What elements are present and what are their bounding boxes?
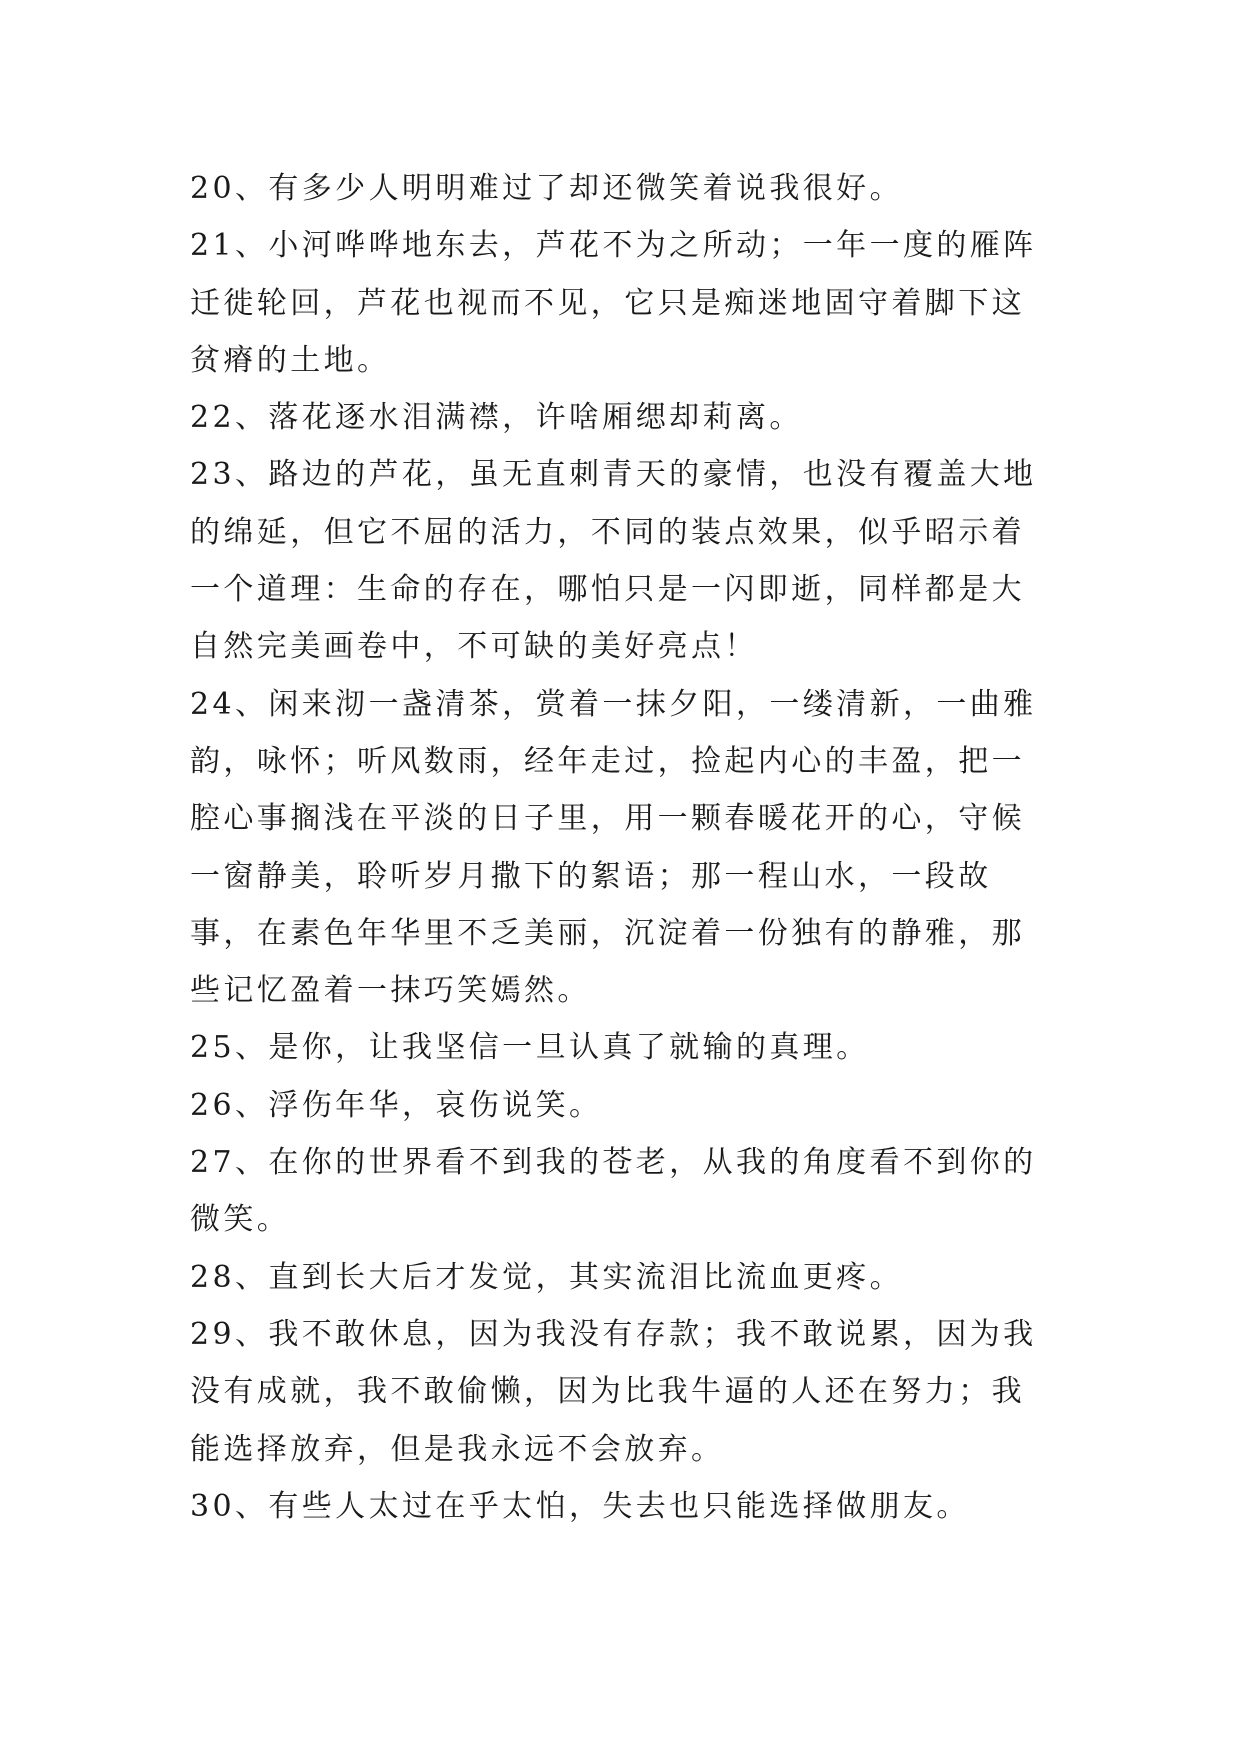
paragraph-30: 30、有些人太过在乎太怕，失去也只能选择做朋友。	[190, 1488, 970, 1524]
paragraph-29: 29、我不敢休息，因为我没有存款；我不敢说累，因为我没有成就，我不敢偷懒，因为比我牛逼的人还在努力；我能选择放弃，但是我永远不会放弃。	[190, 1316, 1037, 1467]
document-body	[190, 160, 1055, 1535]
paragraph-20: 20、有多少人明明难过了却还微笑着说我很好。	[190, 171, 903, 206]
paragraph-25: 25、是你，让我坚信一旦认真了就输的真理。	[190, 1030, 870, 1066]
paragraph-26: 26、浮伤年华，哀伤说笑。	[190, 1087, 603, 1123]
paragraph-24: 24、闲来沏一盏清茶，赏着一抹夕阳，一缕清新，一曲雅韵，咏怀；听风数雨，经年走过，捡起内心的丰盈，把一腔心事搁浅在平淡的日子里，用一颗春暖花开的心，守候一窗静美，聆听岁月撒下的絮语；那一程山水，一段故事，在素色年华里不乏美丽，沉淀着一份独有的静雅，那些记忆盈着一抹巧笑嫣然。	[190, 686, 1037, 1009]
paragraph-27: 27、在你的世界看不到我的苍老，从我的角度看不到你的微笑。	[190, 1145, 1037, 1238]
paragraph-21: 21、小河哗哗地东去，芦花不为之所动；一年一度的雁阵迁徙轮回，芦花也视而不见，它只是痴迷地固守着脚下这贫瘠的土地。	[190, 228, 1037, 378]
paragraph-22: 22、落花逐水泪满襟，许啥厢缌却莉离。	[190, 400, 803, 436]
paragraph-23: 23、路边的芦花，虽无直刺青天的豪情，也没有覆盖大地的绵延，但它不屈的活力，不同的装点效果，似乎昭示着一个道理：生命的存在，哪怕只是一闪即逝，同样都是大自然完美画卷中，不可缺的美好亮点！	[190, 457, 1037, 665]
paragraph-28: 28、直到长大后才发觉，其实流泪比流血更疼。	[190, 1259, 903, 1295]
